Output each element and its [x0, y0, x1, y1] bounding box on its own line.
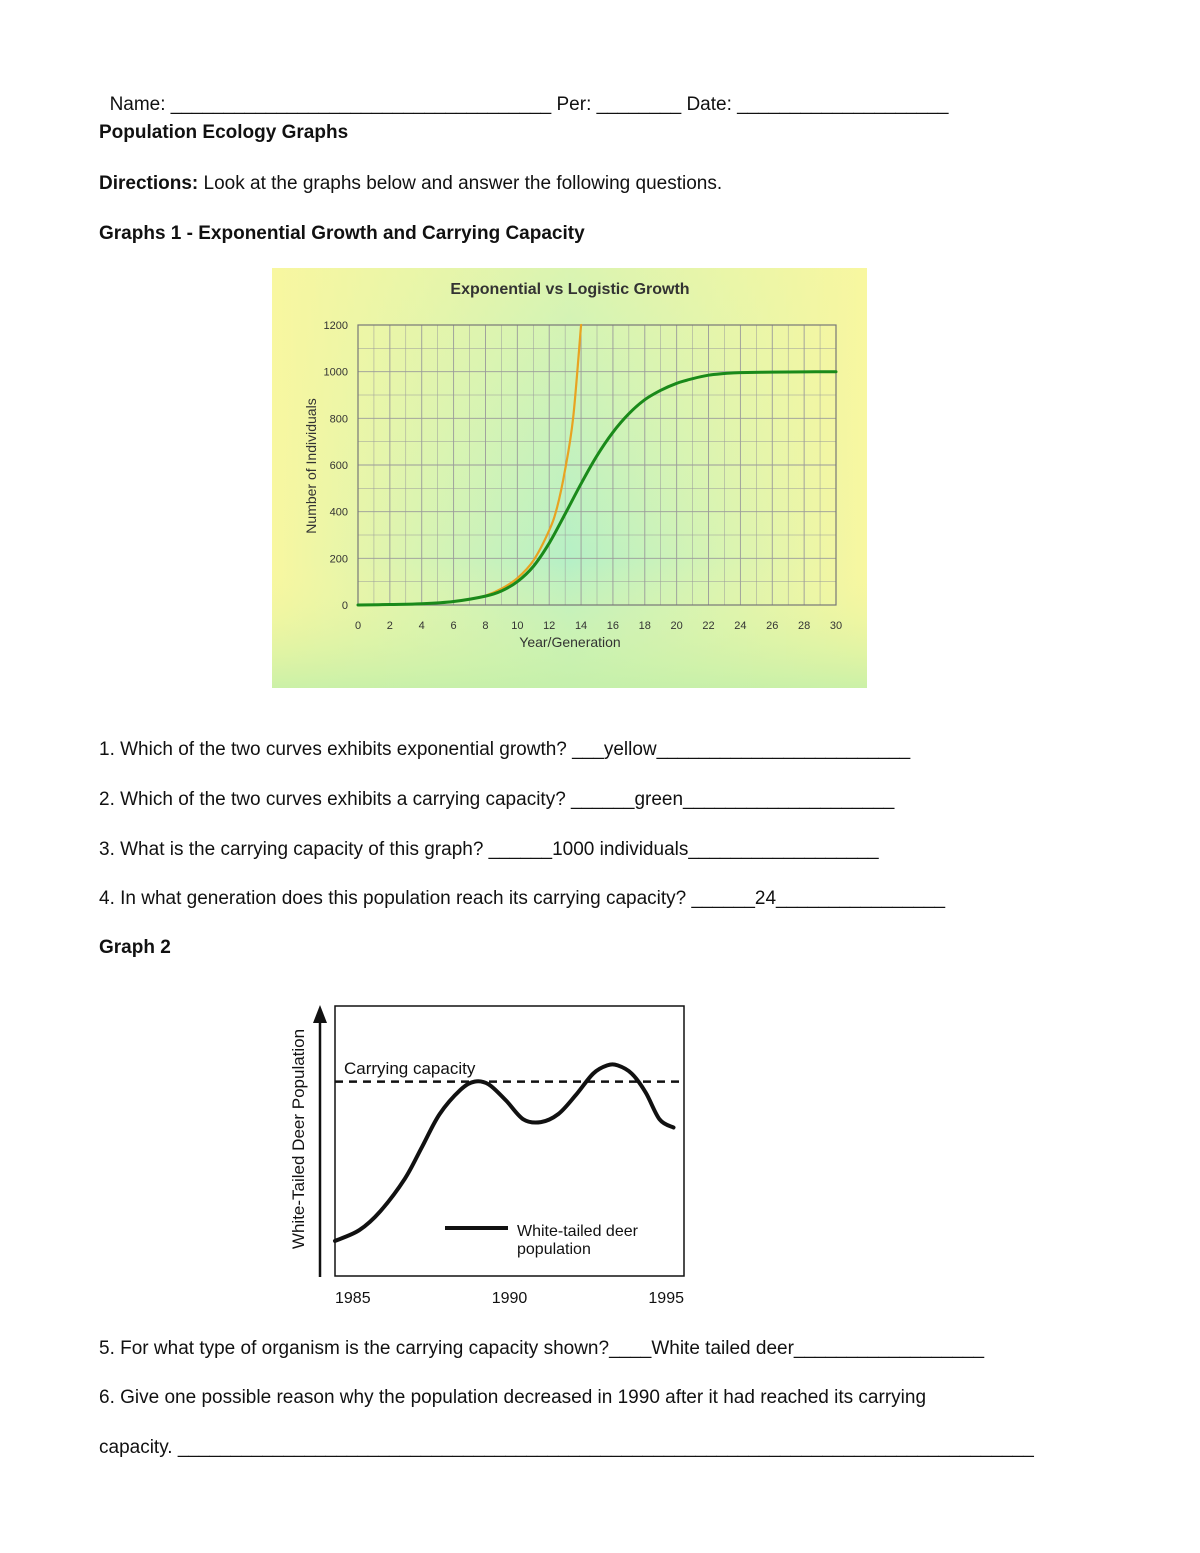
question-6-continued: capacity. _________________________________________________________________________________ [99, 1437, 1034, 1458]
question-4: 4. In what generation does this population reach its carrying capacity? ______24________________ [99, 888, 946, 909]
y-tick-label: 600 [329, 460, 348, 472]
x-tick-label: 22 [702, 620, 715, 632]
question-3: 3. What is the carrying capacity of this graph? ______1000 individuals__________________ [99, 839, 879, 860]
y-tick-label: 0 [341, 600, 348, 612]
name-field-label[interactable]: Name: ____________________________________ [109, 94, 552, 115]
x-tick-label: 20 [670, 620, 683, 632]
x-tick-label: 6 [450, 620, 457, 632]
x-tick-label: 12 [543, 620, 556, 632]
x-tick-label: 18 [638, 620, 651, 632]
y-axis-arrowhead [313, 1005, 327, 1023]
legend-label: White-tailed deer population [517, 1223, 638, 1258]
x-axis-label: Year/Generation [519, 634, 621, 650]
x-tick-label: 2 [386, 620, 393, 632]
exponential-vs-logistic-chart [272, 268, 867, 688]
x-tick-label: 10 [511, 620, 524, 632]
section2-heading: Graph 2 [99, 937, 171, 958]
x-tick-label: 24 [734, 620, 747, 632]
x-tick-label: 26 [766, 620, 779, 632]
question-6: 6. Give one possible reason why the population decreased in 1990 after it had reached its carrying [99, 1387, 927, 1408]
y-tick-label: 1000 [323, 366, 348, 379]
y-axis-label: Number of Individuals [303, 398, 319, 534]
deer-population-chart [280, 995, 700, 1315]
y-axis-label: White-Tailed Deer Population [289, 1028, 308, 1250]
deer-population-curve [335, 1064, 674, 1240]
x-tick-label: 16 [606, 620, 620, 632]
y-tick-label: 400 [329, 506, 348, 519]
y-tick-label: 800 [329, 413, 348, 426]
directions-text: Look at the graphs below and answer the following questions. [198, 173, 723, 194]
x-tick-label: 30 [829, 620, 843, 632]
x-tick-label: 28 [798, 620, 811, 632]
x-tick-label: 1995 [648, 1290, 684, 1307]
x-tick-label: 4 [418, 620, 425, 632]
x-tick-label: 14 [574, 620, 588, 632]
carrying-capacity-label: Carrying capacity [344, 1059, 476, 1078]
x-tick-label: 1985 [335, 1290, 371, 1307]
y-tick-label: 1200 [323, 320, 348, 332]
date-field-label[interactable]: Date: ____________________ [686, 94, 949, 115]
x-tick-label: 1990 [491, 1290, 528, 1307]
chart-tick-labels [335, 1290, 684, 1307]
worksheet-title: Population Ecology Graphs [99, 122, 349, 143]
period-field-label[interactable]: Per: ________ [556, 94, 682, 115]
question-2: 2. Which of the two curves exhibits a carrying capacity? ______green____________________ [99, 789, 895, 810]
x-tick-label: 8 [482, 620, 489, 632]
directions-label: Directions: [99, 173, 199, 194]
chart-title: Exponential vs Logistic Growth [450, 281, 690, 298]
y-tick-label: 200 [329, 553, 348, 566]
directions [99, 173, 722, 195]
question-1: 1. Which of the two curves exhibits exponential growth? ___yellow________________________ [99, 739, 911, 760]
chart-series [335, 1064, 674, 1240]
section1-heading: Graphs 1 - Exponential Growth and Carrying Capacity [99, 223, 585, 244]
x-tick-label: 0 [354, 620, 362, 632]
header-line [99, 72, 948, 116]
question-5: 5. For what type of organism is the carrying capacity shown?____White tailed deer__________________ [99, 1338, 985, 1359]
